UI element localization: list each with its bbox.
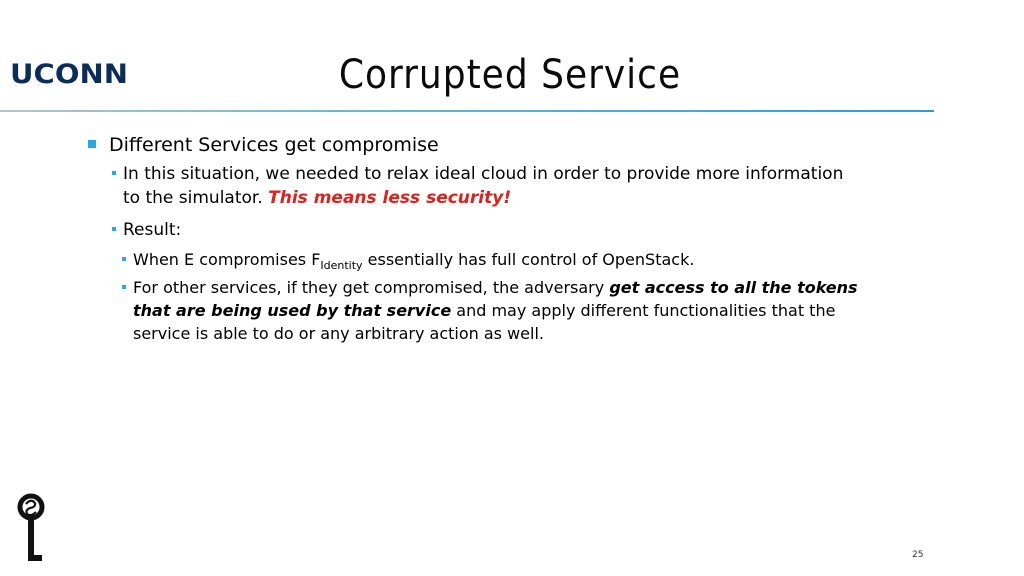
bullet-square-icon [122,257,126,261]
emphasis-text: get access to all the tokens that are being used by that service [133,278,858,320]
bullet-square-icon [122,285,126,289]
bullet-level3 [122,248,895,271]
emphasis-text: This means less security! [268,188,512,208]
bullet-text: essentially has full control of OpenStack. [362,250,695,269]
bullet-text: Different Services get compromise [109,134,439,156]
title-divider [0,110,934,112]
uconn-logo-graphic [10,59,130,89]
key-logo-icon [14,492,48,564]
bullet-square-icon [112,227,116,231]
bullet-text: Result: [123,220,182,240]
page-number: 25 [912,550,924,560]
subscript-text: Identity [320,259,363,272]
bullet-square-icon [88,140,96,148]
bullet-square-icon [112,171,116,175]
uconn-logo [10,59,130,89]
bullet-text: In this situation, we needed to relax ideal cloud in order to provide more information to the simulator. [123,164,844,208]
bullet-text: and may apply different functionalities that the service is able to do or any arbitrary action as well. [133,301,836,343]
slide-content [88,132,908,350]
slide-title: Corrupted Service [338,52,682,98]
uconn-logo-text: UCONN [10,59,128,89]
bullet-level2 [112,218,863,242]
bullet-level2 [112,162,863,210]
bullet-text: When E compromises F [133,250,321,269]
bullet-text: For other services, if they get compromised, the adversary [133,278,610,297]
bullet-level3 [122,276,895,345]
bullet-level1 [88,132,908,158]
